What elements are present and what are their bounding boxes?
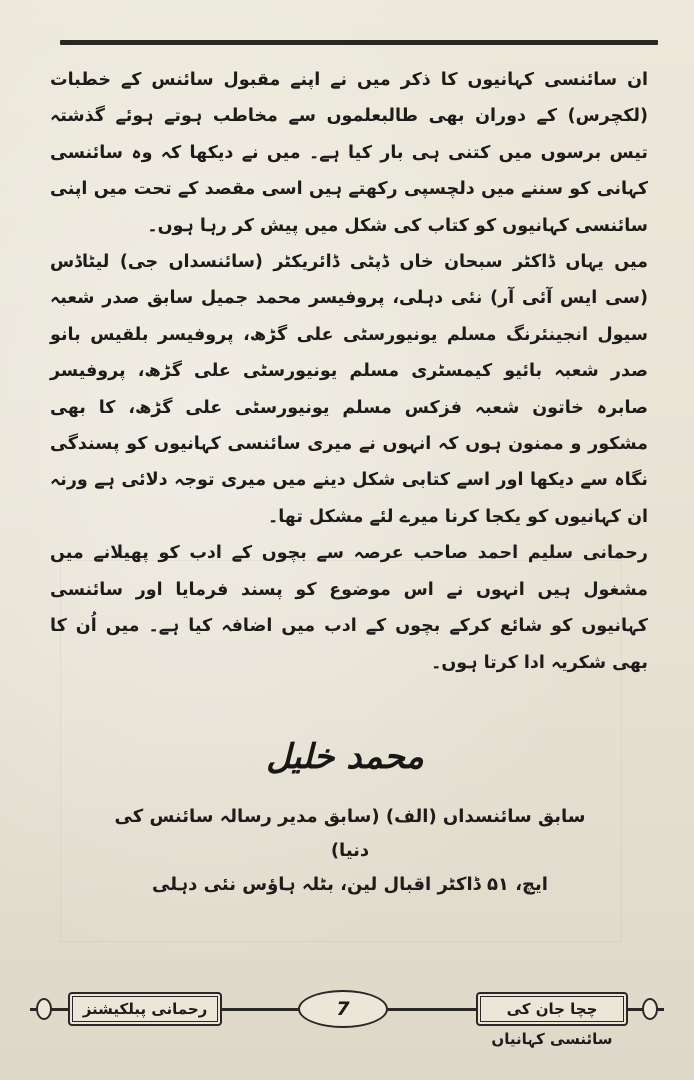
page-footer xyxy=(30,986,664,1048)
paragraph-3: رحمانی سلیم احمد صاحب عرصہ سے بچوں کے ادب کو پھیلانے میں مشغول ہیں انہوں نے اس موضوع کو پسند فرمایا اور سائنسی کہانیوں کو شائع کرکے بچوں کے ادب میں اضافہ کیا ہے۔ میں اُن کا بھی شکریہ ادا کرتا ہوں۔ xyxy=(50,543,648,673)
paragraph-1: ان سائنسی کہانیوں کا ذکر میں نے اپنے مقبول سائنس کے خطبات (لکچرس) کے دوران بھی طالبعلموں سے مخاطب ہوتے ہوئے گذشتہ تیس برسوں میں کتنی ہی بار کیا ہے۔ میں نے دیکھا کہ وہ سائنسی کہانی کو سننے میں دلچسپی رکھتے ہیں اسی مقصد کے تحت میں اپنی سائنسی کہانیوں کو کتاب کی شکل میں پیش کر رہا ہوں۔ xyxy=(50,70,648,236)
body-text xyxy=(50,62,648,681)
author-address: ایچ، ۵۱ ڈاکٹر اقبال لین، بٹلہ ہاؤس نئی دہلی xyxy=(152,874,548,895)
author-designation: سابق سائنسداں (الف) (سابق مدیر رسالہ سائنس کی دنیا) xyxy=(114,806,586,861)
header-rule xyxy=(60,40,658,45)
footer-ornament-right xyxy=(642,998,658,1020)
paragraph-2: میں یہاں ڈاکٹر سبحان خاں ڈپٹی ڈائریکٹر (سائنسداں جی) لیٹاڈس (سی ایس آئی آر) نئی دہلی، پروفیسر محمد جمیل سابق صدر شعبہ سیول انجینئرنگ مسلم یونیورسٹی علی گڑھ، پروفیسر بلقیس بانو صدر شعبہ بائیو کیمسٹری مسلم یونیورسٹی علی گڑھ، پروفیسر صابرہ خاتون شعبہ فزکس مسلم یونیورسٹی علی گڑھ، کا بھی مشکور و ممنون ہوں کہ انہوں نے میری سائنسی کہانیوں کو پسندگی نگاہ سے دیکھا اور اسے کتابی شکل دینے میں میری توجہ دلائی ہے ورنہ ان کہانیوں کو یکجا کرنا میرے لئے مشکل تھا۔ xyxy=(50,252,648,527)
page-number: 7 xyxy=(298,990,388,1028)
book-title: چچا جان کی سائنسی کہانیاں xyxy=(476,992,628,1026)
author-signature: محمد خلیل xyxy=(266,737,424,777)
author-details xyxy=(100,800,600,902)
publisher-name: رحمانی پبلکیشنز xyxy=(68,992,222,1026)
footer-ornament-left xyxy=(36,998,52,1020)
